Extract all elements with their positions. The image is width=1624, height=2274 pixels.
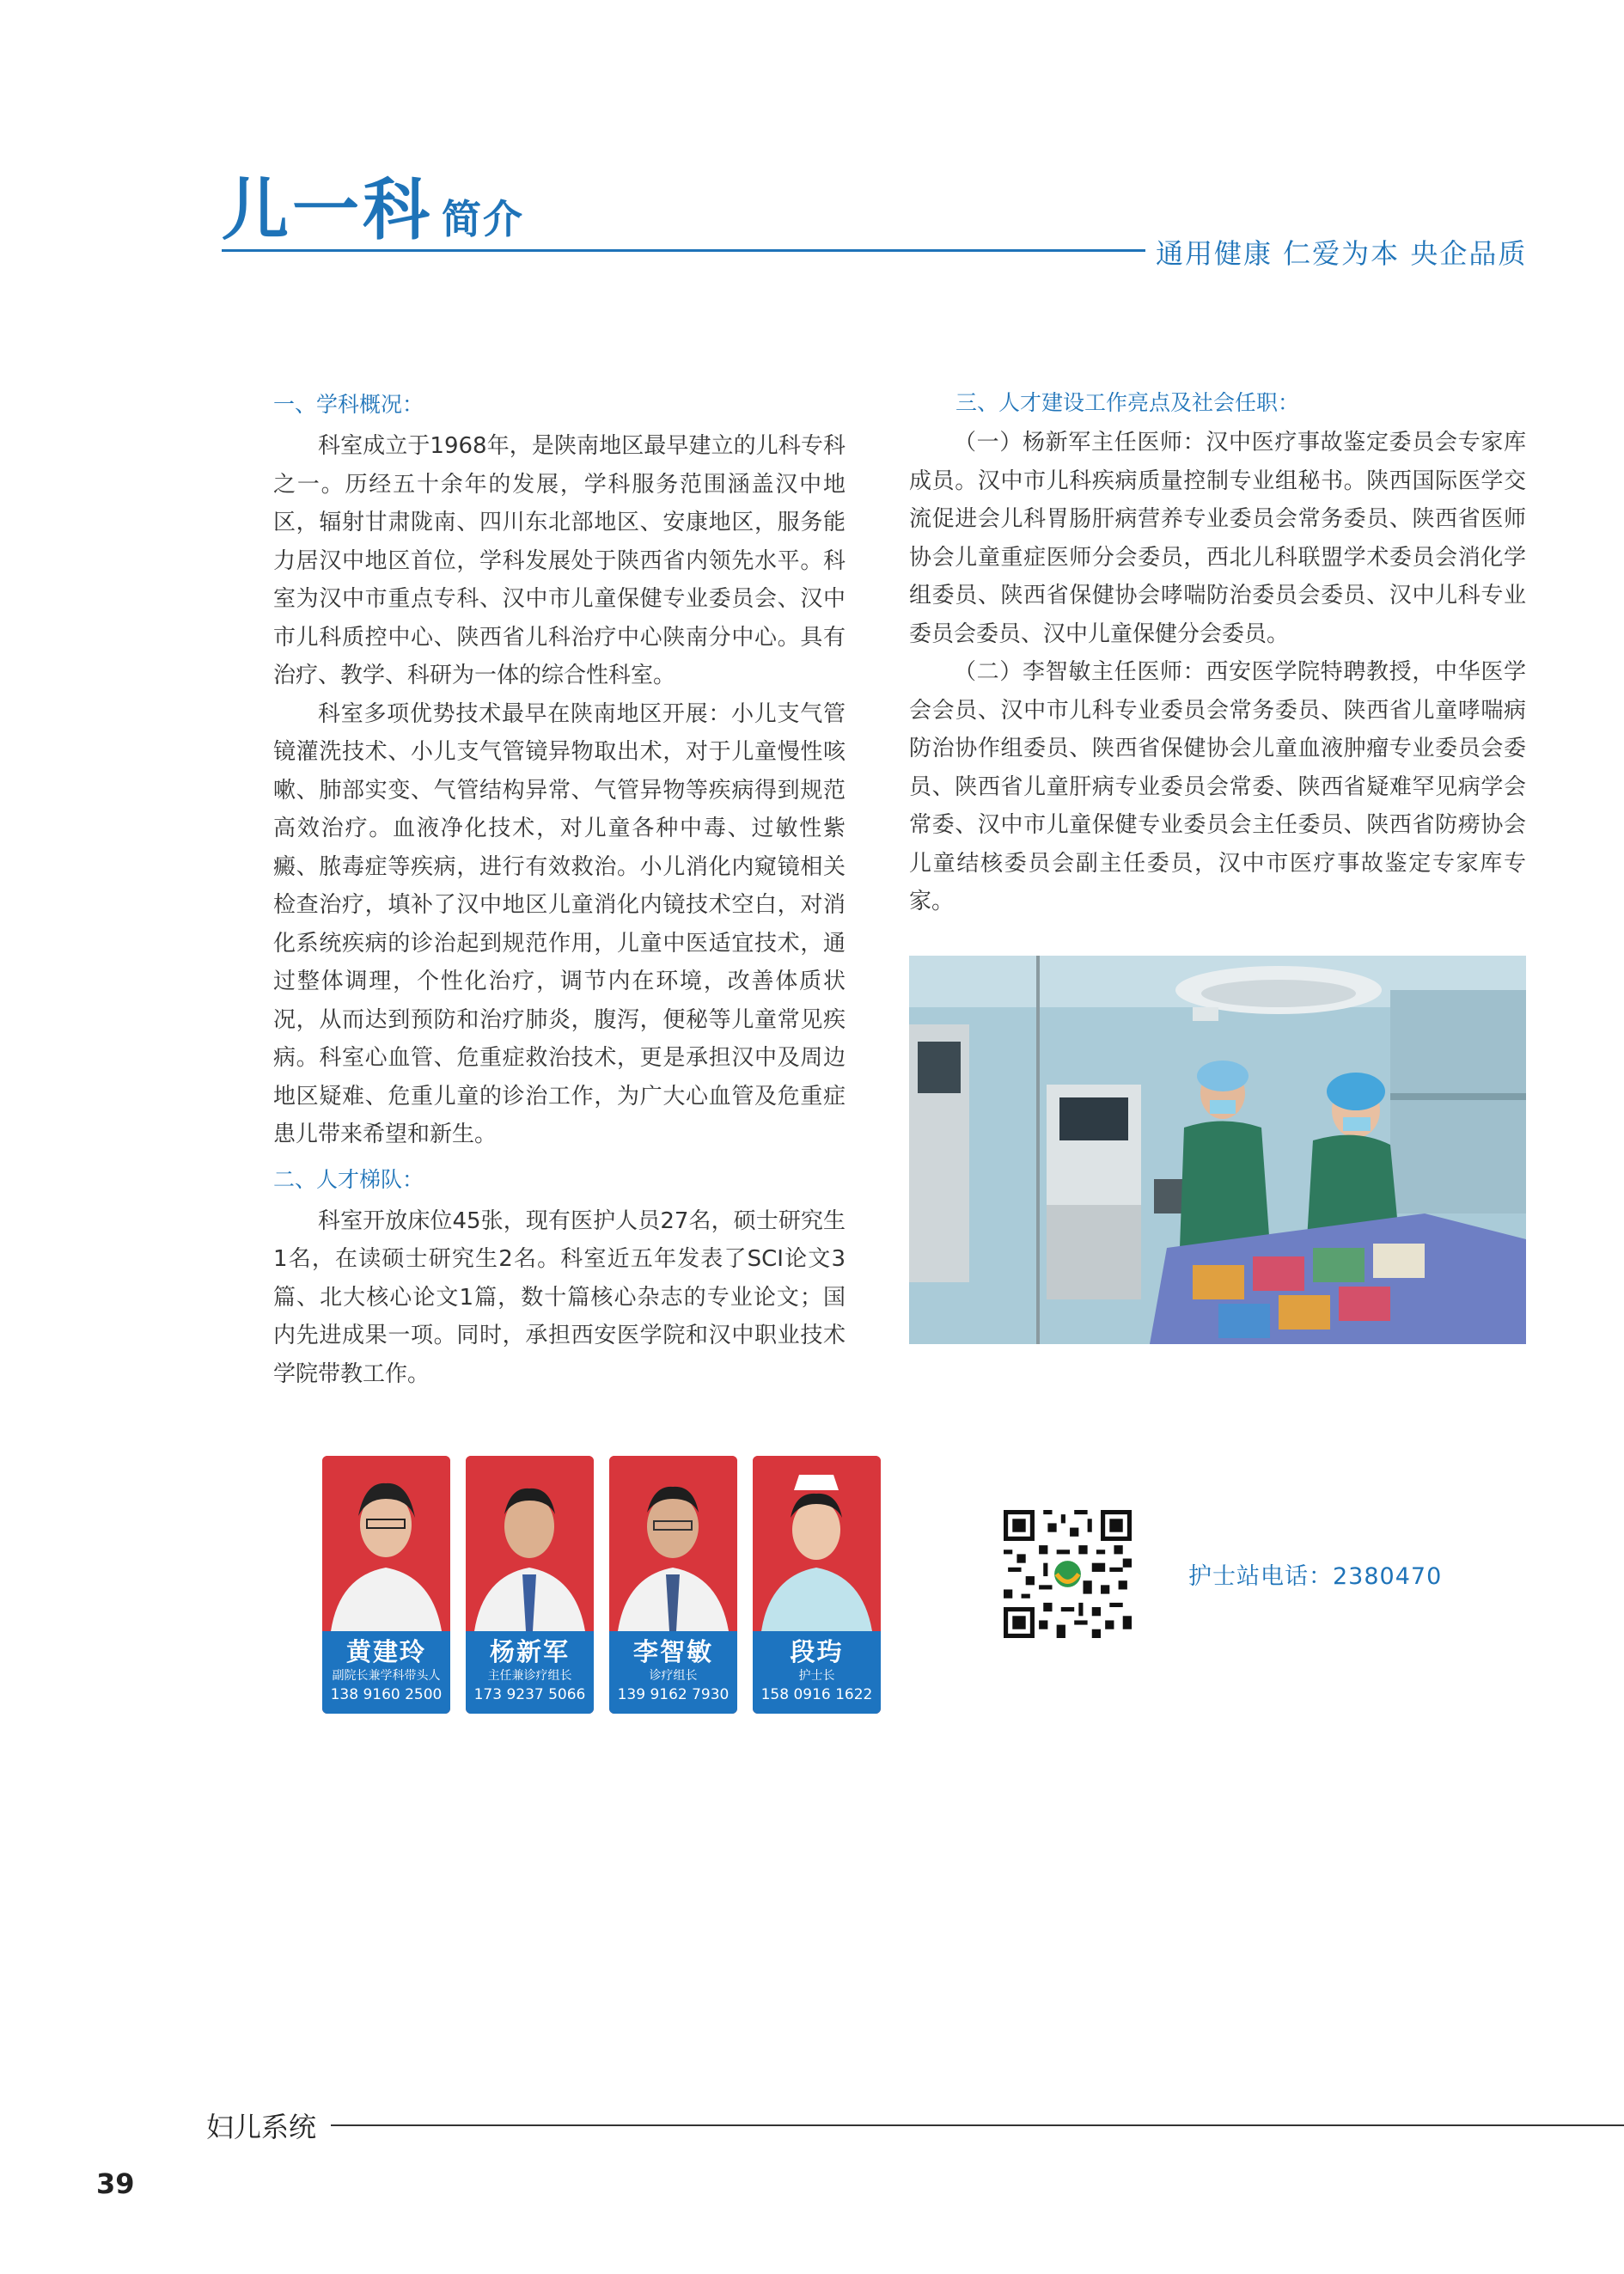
staff-role: 主任兼诊疗组长 xyxy=(487,1669,572,1683)
page-number: 39 xyxy=(96,2167,135,2200)
staff-portrait xyxy=(609,1456,737,1631)
paragraph: 科室开放床位45张，现有医护人员27名，硕士研究生1名，在读硕士研究生2名。科室近五年发表了SCI论文3篇、北大核心论文1篇，数十篇核心杂志的专业论文；国内先进成果一项。同时，承担西安医学院和汉中职业技术学院带教工作。 xyxy=(273,1207,846,1387)
header-divider xyxy=(222,249,1145,252)
qr-code[interactable] xyxy=(1004,1510,1132,1638)
paragraph: （一）杨新军主任医师：汉中医疗事故鉴定委员会专家库成员。汉中市儿科疾病质量控制专业组秘书。陕西国际医学交流促进会儿科胃肠肝病营养专业委员会常务委员、陕西省医师协会儿童重症医师分会委员，西北儿科联盟学术委员会消化学组委员、陕西省保健协会哮喘防治委员会委员、汉中儿科专业委员会委员、汉中儿童保健分会委员。 xyxy=(909,430,1526,647)
paragraph: 科室成立于1968年，是陕南地区最早建立的儿科专科之一。历经五十余年的发展，学科服务范围涵盖汉中地区，辐射甘肃陇南、四川东北部地区、安康地区，服务能力居汉中地区首位，学科发展处于陕西省内领先水平。科室为汉中市重点专科、汉中市儿童保健专业委员会、汉中市儿科质控中心、陕西省儿科治疗中心陕南分中心。具有治疗、教学、科研为一体的综合性科室。 xyxy=(273,433,846,688)
staff-portrait xyxy=(466,1456,594,1631)
staff-name: 李智敏 xyxy=(632,1637,713,1666)
staff-portrait xyxy=(322,1456,450,1631)
nurse-station-phone: 护士站电话：2380470 xyxy=(1188,1563,1443,1590)
staff-role: 护士长 xyxy=(798,1669,835,1683)
section-heading-overview: 一、学科概况： xyxy=(273,392,424,417)
paragraph: （二）李智敏主任医师：西安医学院特聘教授，中华医学会会员、汉中市儿科专业委员会常务委员、陕西省儿童哮喘病防治协作组委员、陕西省保健协会儿童血液肿瘤专业委员会委员、陕西省儿童肝病专业委员会常委、陕西省疑难罕见病学会常委、汉中市儿童保健专业委员会主任委员、陕西省防痨协会儿童结核委员会副主任委员，汉中市医疗事故鉴定专家库专家。 xyxy=(909,659,1526,914)
staff-name: 黄建玲 xyxy=(345,1637,426,1666)
staff-portrait xyxy=(753,1456,881,1631)
staff-phone: 138 9160 2500 xyxy=(330,1686,443,1703)
title-sub: 简介 xyxy=(442,196,525,242)
staff-card xyxy=(609,1456,737,1714)
footer-divider xyxy=(331,2124,1624,2126)
procedure-photo xyxy=(909,956,1526,1344)
left-column xyxy=(273,386,846,1393)
footer-section-label: 妇儿系统 xyxy=(206,2111,317,2143)
staff-name: 杨新军 xyxy=(489,1637,570,1666)
staff-card xyxy=(322,1456,450,1714)
paragraph: 科室多项优势技术最早在陕南地区开展：小儿支气管镜灌洗技术、小儿支气管镜异物取出术，对于儿童慢性咳嗽、肺部实变、气管结构异常、气管异物等疾病得到规范高效治疗。血液净化技术，对儿童各种中毒、过敏性紫癜、脓毒症等疾病，进行有效救治。小儿消化内窥镜相关检查治疗，填补了汉中地区儿童消化内镜技术空白，对消化系统疾病的诊治起到规范作用，儿童中医适宜技术，通过整体调理，个性化治疗，调节内在环境，改善体质状况，从而达到预防和治疗肺炎，腹泻，便秘等儿童常见疾病。科室心血管、危重症救治技术，更是承担汉中及周边地区疑难、危重儿童的诊治工作，为广大心血管及危重症患儿带来希望和新生。 xyxy=(273,700,846,1147)
staff-name: 段玙 xyxy=(790,1637,844,1666)
staff-card xyxy=(466,1456,594,1714)
staff-phone: 139 9162 7930 xyxy=(617,1686,730,1703)
staff-phone: 158 0916 1622 xyxy=(760,1686,873,1703)
staff-list xyxy=(322,1456,881,1714)
staff-card xyxy=(753,1456,881,1714)
section-heading-talent: 二、人才梯队： xyxy=(273,1166,424,1192)
title-main: 儿一科 xyxy=(222,172,434,249)
right-column xyxy=(909,424,1526,921)
section-heading-highlights: 三、人才建设工作亮点及社会任职： xyxy=(955,390,1300,415)
staff-role: 副院长兼学科带头人 xyxy=(332,1669,441,1683)
staff-role: 诊疗组长 xyxy=(649,1669,698,1683)
slogan: 通用健康 仁爱为本 央企品质 xyxy=(1156,237,1528,270)
staff-phone: 173 9237 5066 xyxy=(473,1686,586,1703)
page-title xyxy=(222,156,524,253)
